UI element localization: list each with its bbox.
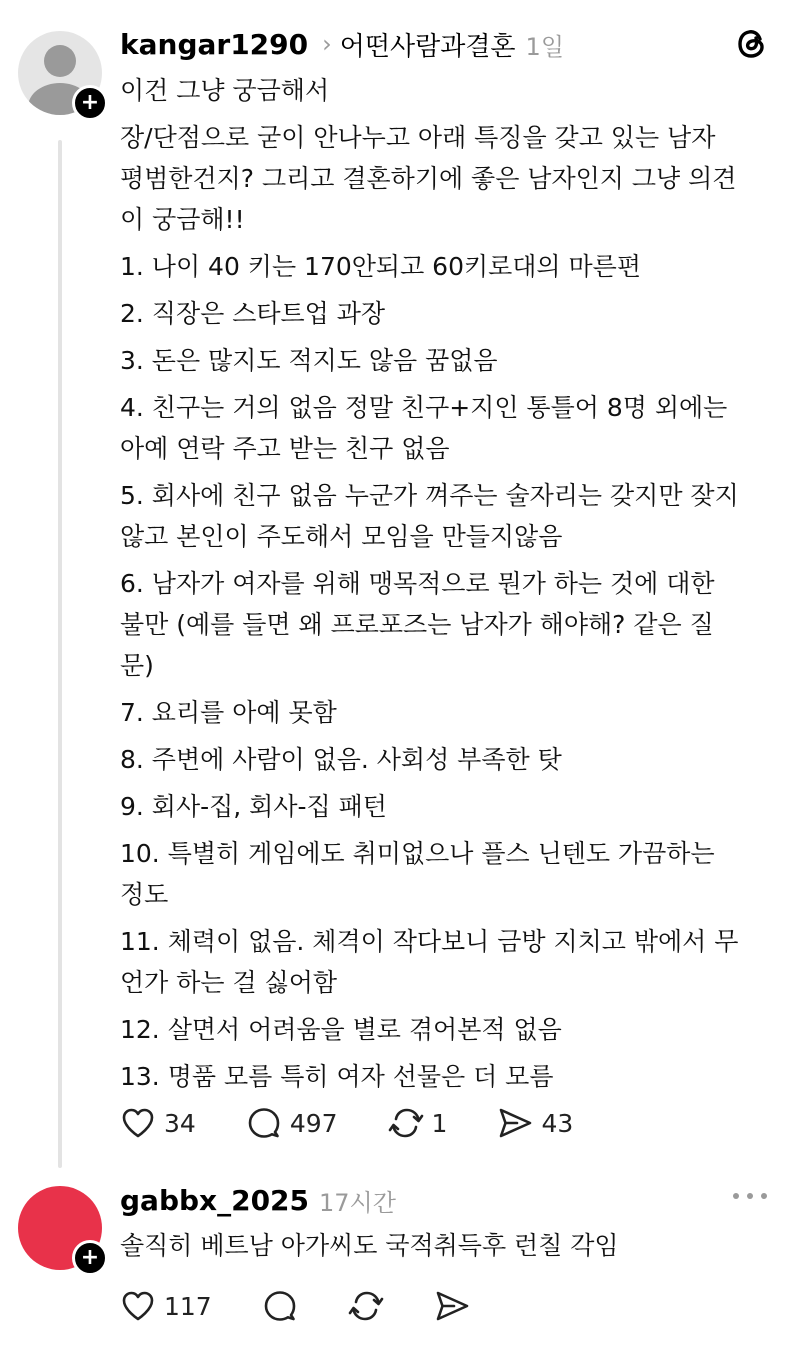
post-body-line: 6. 남자가 여자를 위해 맹목적으로 뭔가 하는 것에 대한 <box>120 569 715 598</box>
comment-action[interactable] <box>246 1105 338 1141</box>
send-icon[interactable] <box>497 1105 533 1141</box>
repost-icon[interactable] <box>348 1288 384 1324</box>
share-count: 43 <box>541 1108 574 1138</box>
post-body-line: 12. 살면서 어려움을 별로 겪어본적 없음 <box>120 1015 562 1044</box>
post-body-line: 8. 주변에 사람이 없음. 사회성 부족한 탓 <box>120 745 562 774</box>
reply-share-action[interactable] <box>434 1288 470 1324</box>
reply-follow-plus-icon[interactable]: + <box>72 1240 108 1276</box>
post-body-line: 11. 체력이 없음. 체격이 작다보니 금방 지치고 밖에서 무 <box>120 927 739 956</box>
reply-actions <box>120 1288 520 1324</box>
post-header <box>120 22 564 66</box>
reply-username[interactable]: gabbx_2025 <box>120 1183 310 1217</box>
post-body-line: 불만 (예를 들면 왜 프로포즈는 남자가 해야해? 같은 질 <box>120 610 714 639</box>
reply-header <box>120 1178 396 1222</box>
post-body-line: 언가 하는 걸 싫어함 <box>120 968 338 997</box>
post-body-line: 평범한건지? 그리고 결혼하기에 좋은 남자인지 그냥 의견 <box>120 164 737 193</box>
reply-body: 솔직히 베트남 아가씨도 국적취득후 런칠 각임 <box>120 1231 619 1260</box>
heart-icon[interactable] <box>120 1288 156 1324</box>
reply-avatar-container[interactable] <box>18 1186 102 1270</box>
repost-icon[interactable] <box>388 1105 424 1141</box>
post-body-line: 7. 요리를 아예 못함 <box>120 698 337 727</box>
post-body-line: 이 궁금해!! <box>120 205 245 234</box>
reply-repost-action[interactable] <box>348 1288 384 1324</box>
thread-connector-line <box>58 140 62 1168</box>
post-body-line: 장/단점으로 굳이 안나누고 아래 특징을 갖고 있는 남자 <box>120 123 716 152</box>
post-body-line: 9. 회사-집, 회사-집 패턴 <box>120 792 387 821</box>
post-username[interactable]: kangar1290 <box>120 27 309 61</box>
post-actions <box>120 1105 623 1141</box>
post-body-line: 이건 그냥 궁금해서 <box>120 76 330 105</box>
avatar-person-icon-head <box>44 45 76 77</box>
heart-icon[interactable] <box>120 1105 156 1141</box>
post-body-line: 문) <box>120 651 154 680</box>
reply-comment-action[interactable] <box>262 1288 298 1324</box>
more-options-icon[interactable] <box>730 1186 770 1206</box>
post-topic-tag[interactable]: 어떤사람과결혼 <box>339 31 516 62</box>
like-action[interactable] <box>120 1105 196 1141</box>
threads-logo-icon[interactable] <box>734 26 770 62</box>
post-body-line: 않고 본인이 주도해서 모임을 만들지않음 <box>120 522 563 551</box>
post-body-line: 1. 나이 40 키는 170안되고 60키로대의 마른편 <box>120 252 641 281</box>
reply-timestamp: 17시간 <box>319 1188 396 1217</box>
send-icon[interactable] <box>434 1288 470 1324</box>
post-body-line: 정도 <box>120 880 169 909</box>
share-action[interactable] <box>497 1105 573 1141</box>
reply-like-action[interactable] <box>120 1288 212 1324</box>
post-body-line: 13. 명품 모름 특히 여자 선물은 더 모름 <box>120 1062 554 1091</box>
post-body-line: 10. 특별히 게임에도 취미없으나 플스 닌텐도 가끔하는 <box>120 839 715 868</box>
post-body-line: 아예 연락 주고 받는 친구 없음 <box>120 434 450 463</box>
post-body <box>120 70 780 1097</box>
post-body-line: 3. 돈은 많지도 적지도 않음 꿈없음 <box>120 346 498 375</box>
chevron-right-icon: › <box>322 30 332 58</box>
reply-like-count: 117 <box>164 1291 212 1321</box>
post-body-line: 5. 회사에 친구 없음 누군가 껴주는 술자리는 갖지만 잦지 <box>120 481 739 510</box>
comment-count: 497 <box>289 1108 338 1138</box>
repost-action[interactable] <box>388 1105 448 1141</box>
repost-count: 1 <box>431 1108 448 1138</box>
like-count: 34 <box>164 1108 196 1138</box>
follow-plus-icon[interactable]: + <box>72 85 108 121</box>
post-avatar-container[interactable] <box>18 31 102 115</box>
post-body-line: 4. 친구는 거의 없음 정말 친구+지인 통틀어 8명 외에는 <box>120 393 728 422</box>
comment-bubble-icon[interactable] <box>246 1105 282 1141</box>
post-timestamp: 1일 <box>525 32 565 61</box>
post-body-line: 2. 직장은 스타트업 과장 <box>120 299 386 328</box>
comment-bubble-icon[interactable] <box>262 1288 298 1324</box>
